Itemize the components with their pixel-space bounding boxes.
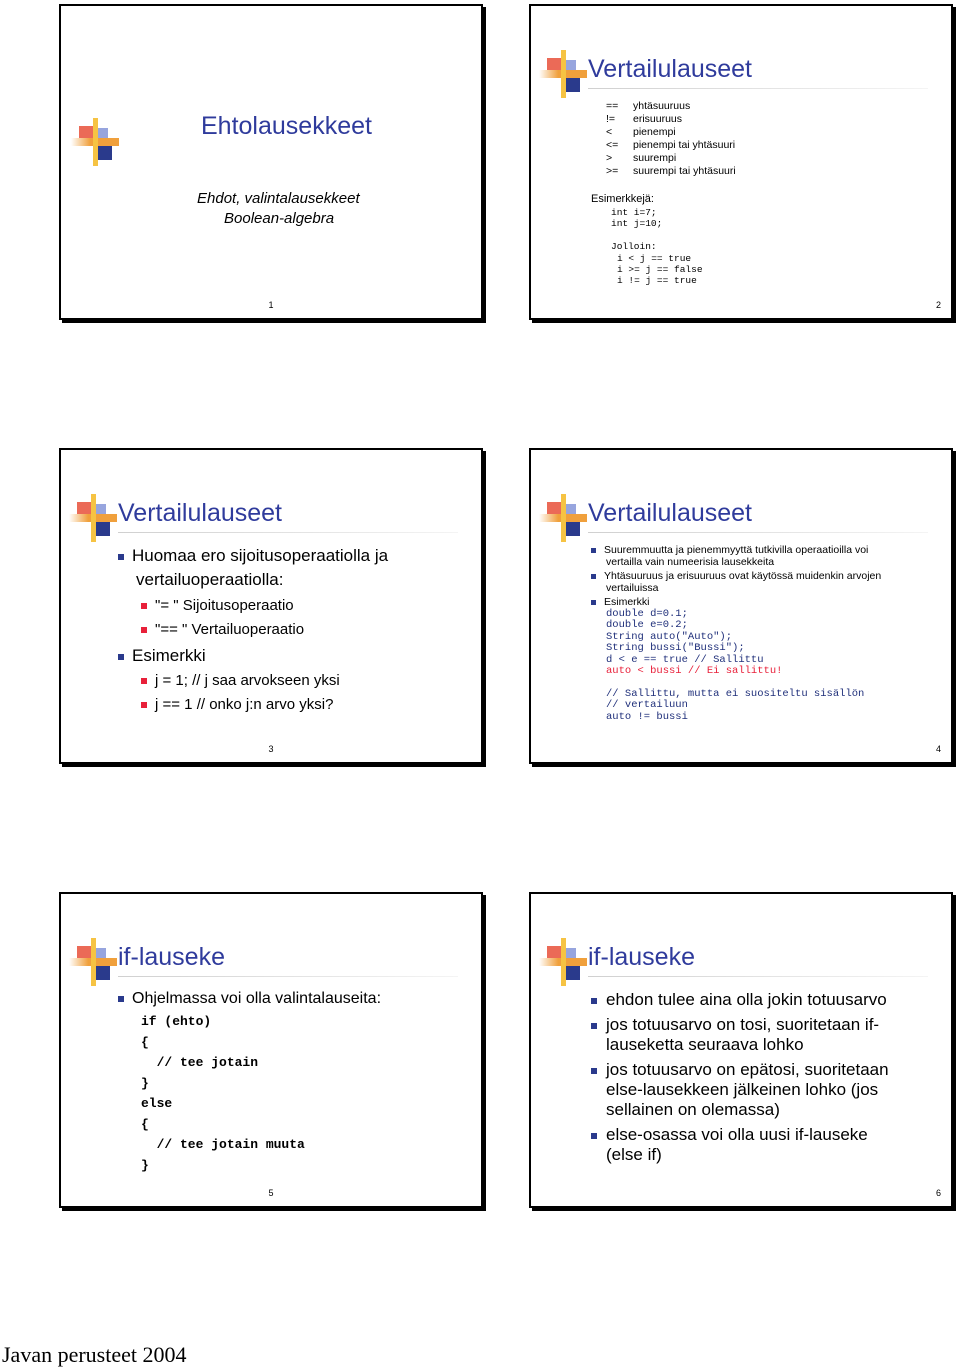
code-line: }	[141, 1075, 149, 1091]
code-line: i < j == true	[617, 253, 692, 264]
bullet-item: Ohjelmassa voi olla valintalauseita:	[118, 990, 381, 1008]
bullet-icon	[591, 1133, 597, 1139]
operator-symbol: <=	[606, 139, 619, 151]
sub-bullet-item: j = 1; // j saa arvokseen yksi	[141, 672, 340, 689]
slide-6	[529, 892, 953, 1208]
document-footer: Javan perusteet 2004	[2, 1342, 187, 1367]
bullet-item: Esimerkki	[591, 596, 650, 608]
bullet-icon	[141, 603, 147, 609]
code-line: }	[141, 1157, 149, 1173]
bullet-item: vertailla vain numeerisia lausekkeita	[606, 556, 775, 568]
slide-1	[59, 4, 483, 320]
page-number: 4	[935, 744, 941, 754]
operator-description: suurempi tai yhtäsuuri	[633, 165, 736, 177]
slide-title: Ehtolausekkeet	[201, 112, 372, 140]
slide-4	[529, 448, 953, 764]
operator-symbol: >=	[606, 165, 619, 177]
sub-bullet-item: "== " Vertailuoperaatio	[141, 621, 304, 638]
divider	[588, 88, 928, 89]
code-line: int j=10;	[611, 218, 663, 229]
operator-description: suurempi	[633, 152, 677, 164]
page-number: 6	[935, 1188, 941, 1198]
code-line: String bussi("Bussi");	[606, 642, 745, 654]
page-number: 5	[268, 1188, 274, 1198]
code-line: i != j == true	[617, 275, 697, 286]
code-line: {	[141, 1116, 149, 1132]
divider	[588, 532, 928, 533]
code-line: // Sallittu, mutta ei suositeltu sisällön	[606, 688, 865, 700]
bullet-icon	[591, 574, 596, 579]
bullet-item: Suuremmuutta ja pienemmyyttä tutkivilla operaatioilla voi	[591, 544, 868, 556]
slide-3	[59, 448, 483, 764]
bullet-item: lauseketta seuraava lohko	[606, 1035, 804, 1054]
sub-bullet-item: "= " Sijoitusoperaatio	[141, 597, 294, 614]
divider	[588, 976, 928, 977]
code-line: auto != bussi	[606, 711, 688, 723]
page-number: 2	[935, 300, 941, 310]
operator-symbol: !=	[606, 113, 616, 125]
bullet-icon	[141, 627, 147, 633]
bullet-item: else-osassa voi olla uusi if-lauseke	[591, 1125, 868, 1145]
example-label: Esimerkkejä:	[591, 193, 654, 205]
bullet-item: Huomaa ero sijoitusoperaatiolla ja	[118, 546, 388, 566]
bullet-item: else-lausekkeen jälkeinen lohko (jos	[606, 1080, 879, 1099]
code-line: double d=0.1;	[606, 608, 688, 620]
page-number: 3	[268, 744, 274, 754]
operator-symbol: <	[606, 126, 613, 138]
code-line: d < e == true // Sallittu	[606, 654, 764, 666]
slide-5	[59, 892, 483, 1208]
page-number: 1	[268, 300, 274, 310]
operator-description: yhtäsuuruus	[633, 100, 691, 112]
bullet-item: Yhtäsuuruus ja erisuuruus ovat käytössä muidenkin arvojen	[591, 570, 881, 582]
logo-icon	[69, 938, 117, 986]
bullet-icon	[118, 996, 124, 1002]
bullet-icon	[591, 548, 596, 553]
code-line: String auto("Auto");	[606, 631, 733, 643]
operator-description: pienempi	[633, 126, 676, 138]
bullet-icon	[118, 654, 124, 660]
bullet-item: ehdon tulee aina olla jokin totuusarvo	[591, 990, 887, 1010]
bullet-item: Esimerkki	[118, 646, 206, 666]
code-line: double e=0.2;	[606, 619, 688, 631]
slide-title: Vertailulauseet	[588, 55, 753, 83]
code-line: // vertailuun	[606, 699, 688, 711]
code-line: int i=7;	[611, 207, 657, 218]
slide-title: if-lauseke	[118, 943, 225, 971]
slide-subtitle: Boolean-algebra	[224, 210, 335, 227]
slide-title: if-lauseke	[588, 943, 695, 971]
code-line: // tee jotain muuta	[141, 1137, 305, 1152]
operator-description: pienempi tai yhtäsuuri	[633, 139, 736, 151]
bullet-item: jos totuusarvo on tosi, suoritetaan if-	[591, 1015, 879, 1035]
code-line-error: auto < bussi // Ei sallittu!	[606, 665, 783, 677]
bullet-icon	[118, 554, 124, 560]
divider	[118, 532, 458, 533]
operator-description: erisuuruus	[633, 113, 683, 125]
slide-subtitle: Ehdot, valintalausekkeet	[197, 190, 360, 207]
code-line: else	[141, 1096, 173, 1111]
bullet-icon	[591, 1023, 597, 1029]
bullet-icon	[141, 702, 147, 708]
operator-symbol: ==	[606, 100, 619, 112]
code-line: Jolloin:	[611, 241, 657, 252]
bullet-item: sellainen on olemassa)	[606, 1100, 780, 1119]
code-line: i >= j == false	[617, 264, 703, 275]
divider	[118, 976, 458, 977]
code-line: if (ehto)	[141, 1014, 212, 1029]
sub-bullet-item: j == 1 // onko j:n arvo yksi?	[141, 696, 333, 713]
bullet-item: (else if)	[606, 1145, 662, 1164]
logo-icon	[539, 50, 587, 98]
logo-icon	[69, 494, 117, 542]
logo-icon	[71, 118, 119, 166]
slide-2	[529, 4, 953, 320]
operator-symbol: >	[606, 152, 613, 164]
logo-icon	[539, 494, 587, 542]
bullet-item: jos totuusarvo on epätosi, suoritetaan	[591, 1060, 889, 1080]
slide-title: Vertailulauseet	[118, 499, 283, 527]
bullet-item: vertailuoperaatiolla:	[136, 570, 284, 589]
bullet-icon	[591, 600, 596, 605]
bullet-icon	[141, 678, 147, 684]
logo-icon	[539, 938, 587, 986]
code-line: {	[141, 1034, 149, 1050]
code-line: // tee jotain	[141, 1055, 259, 1070]
bullet-item: vertailuissa	[606, 582, 659, 594]
slide-title: Vertailulauseet	[588, 499, 753, 527]
bullet-icon	[591, 1068, 597, 1074]
bullet-icon	[591, 998, 597, 1004]
